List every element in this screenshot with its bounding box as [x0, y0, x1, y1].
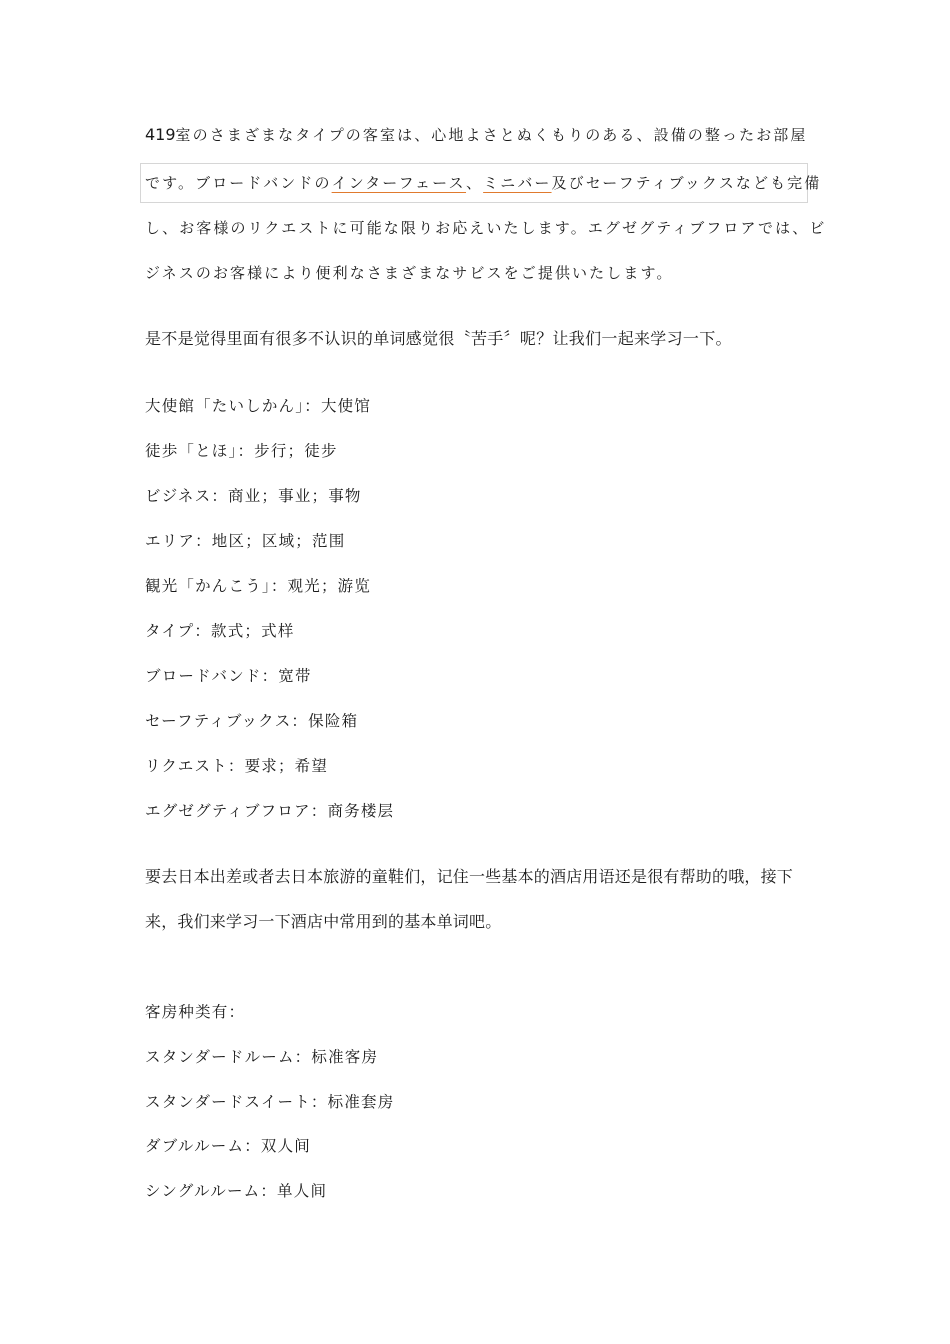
intro-line-4: ジネスのお客様により便利なさまざまなサビスをご提供いたします。 [145, 264, 674, 282]
intro-line-1 [145, 124, 808, 146]
vocab-item: エリア：地区；区域；范围 [145, 532, 346, 550]
room-type-item: スタンダードスイート：标准套房 [145, 1093, 395, 1111]
vocab-item: ブロードバンド：宽带 [145, 667, 312, 685]
intro-line-2-text-b: 、 [466, 174, 484, 192]
vocab-item: タイプ：款式；式样 [145, 622, 295, 640]
intro-line-3: し、お客様のリクエストに可能な限りお応えいたします。エグゼグティブフロアでは、ビ [145, 219, 827, 237]
vocab-item: エグゼグティブフロア：商务楼层 [145, 802, 395, 820]
interface-link[interactable]: インターフェース [331, 174, 467, 192]
vocab-item: ビジネス：商业；事业；事物 [145, 487, 362, 505]
room-type-item: シングルルーム：单人间 [145, 1182, 328, 1200]
advice-line-1: 要去日本出差或者去日本旅游的童鞋们，记住一些基本的酒店用语还是很有帮助的哦，接下 [145, 867, 794, 886]
vocab-item: 徒歩「とほ」：步行；徒步 [145, 442, 338, 460]
vocab-item: 観光「かんこう」：观光；游览 [145, 577, 372, 595]
room-types-heading: 客房种类有： [145, 1003, 246, 1021]
room-type-item: スタンダードルーム：标准客房 [145, 1048, 379, 1066]
intro-line-2 [145, 172, 821, 194]
question-line: 是不是觉得里面有很多不认识的单词感觉很〝苦手〞呢？让我们一起来学习一下。 [145, 329, 732, 348]
vocab-item: リクエスト：要求；希望 [145, 757, 329, 775]
vocab-item: セーフティブックス：保险箱 [145, 712, 359, 730]
vocab-item: 大使館「たいしかん」：大使馆 [145, 397, 372, 415]
intro-line-2-text-a: です。ブロードバンドの [145, 174, 332, 192]
intro-line-1-text: 室のさまざまなタイプの客室は、心地よさとぬくもりのある、設備の整ったお部屋 [175, 126, 808, 144]
advice-line-2: 来，我们来学习一下酒店中常用到的基本单词吧。 [145, 912, 502, 931]
minibar-link[interactable]: ミニバー [483, 174, 552, 192]
intro-line-2-text-c: 及びセーフティブックスなども完備 [551, 174, 822, 192]
room-type-item: ダブルルーム：双人间 [145, 1137, 311, 1155]
room-count: 419 [145, 125, 176, 144]
